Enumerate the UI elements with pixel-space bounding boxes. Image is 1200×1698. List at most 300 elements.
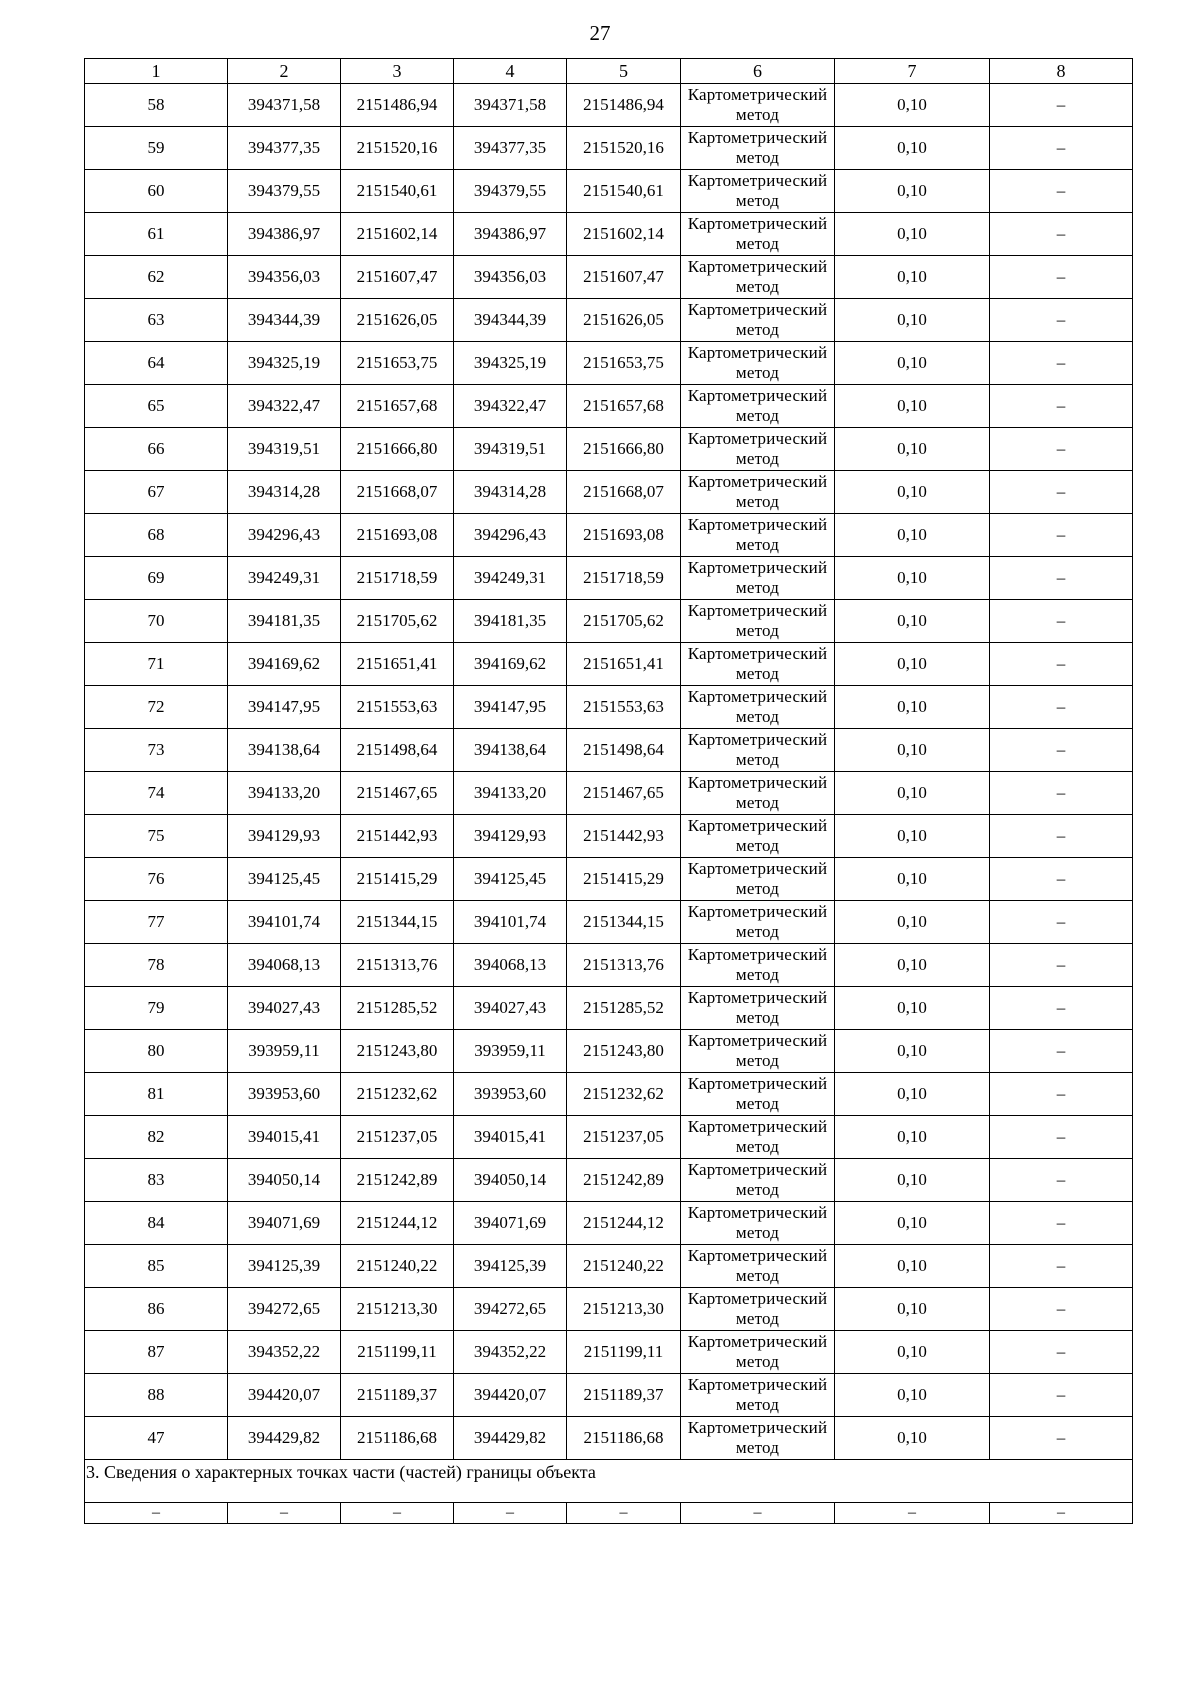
x-coord-cell: 394129,93	[454, 815, 567, 858]
y-coord-cell: 2151243,80	[341, 1030, 454, 1073]
x-coord-cell: 394379,55	[228, 170, 341, 213]
x-coord-cell: 394429,82	[454, 1417, 567, 1460]
description-cell: –	[990, 600, 1133, 643]
x-coord-cell: 394015,41	[454, 1116, 567, 1159]
accuracy-cell: 0,10	[835, 944, 990, 987]
accuracy-cell: 0,10	[835, 256, 990, 299]
y-coord-cell: 2151668,07	[567, 471, 681, 514]
x-coord-cell: 394129,93	[228, 815, 341, 858]
method-cell: Картометрический метод	[681, 1417, 835, 1460]
x-coord-cell: 394344,39	[228, 299, 341, 342]
accuracy-cell: 0,10	[835, 385, 990, 428]
table-row	[85, 170, 1133, 213]
accuracy-cell: 0,10	[835, 1374, 990, 1417]
x-coord-cell: 394147,95	[454, 686, 567, 729]
y-coord-cell: 2151626,05	[567, 299, 681, 342]
y-coord-cell: 2151244,12	[567, 1202, 681, 1245]
accuracy-cell: 0,10	[835, 815, 990, 858]
x-coord-cell: 394068,13	[228, 944, 341, 987]
column-header: 7	[835, 59, 990, 84]
accuracy-cell: 0,10	[835, 600, 990, 643]
y-coord-cell: 2151651,41	[341, 643, 454, 686]
x-coord-cell: 394249,31	[228, 557, 341, 600]
description-cell: –	[990, 643, 1133, 686]
method-cell: Картометрический метод	[681, 643, 835, 686]
x-coord-cell: 393953,60	[454, 1073, 567, 1116]
empty-cell: –	[228, 1503, 341, 1524]
point-number-cell: 67	[85, 471, 228, 514]
x-coord-cell: 394125,45	[454, 858, 567, 901]
empty-cell: –	[454, 1503, 567, 1524]
y-coord-cell: 2151602,14	[567, 213, 681, 256]
point-number-cell: 71	[85, 643, 228, 686]
description-cell: –	[990, 1331, 1133, 1374]
accuracy-cell: 0,10	[835, 557, 990, 600]
y-coord-cell: 2151657,68	[567, 385, 681, 428]
accuracy-cell: 0,10	[835, 514, 990, 557]
y-coord-cell: 2151415,29	[567, 858, 681, 901]
column-header: 5	[567, 59, 681, 84]
y-coord-cell: 2151607,47	[567, 256, 681, 299]
x-coord-cell: 394050,14	[228, 1159, 341, 1202]
x-coord-cell: 394356,03	[454, 256, 567, 299]
y-coord-cell: 2151243,80	[567, 1030, 681, 1073]
x-coord-cell: 394125,45	[228, 858, 341, 901]
method-cell: Картометрический метод	[681, 772, 835, 815]
accuracy-cell: 0,10	[835, 299, 990, 342]
table-row	[85, 256, 1133, 299]
point-number-cell: 73	[85, 729, 228, 772]
x-coord-cell: 394314,28	[228, 471, 341, 514]
x-coord-cell: 394429,82	[228, 1417, 341, 1460]
accuracy-cell: 0,10	[835, 1116, 990, 1159]
description-cell: –	[990, 428, 1133, 471]
description-cell: –	[990, 1374, 1133, 1417]
description-cell: –	[990, 385, 1133, 428]
x-coord-cell: 394027,43	[228, 987, 341, 1030]
point-number-cell: 79	[85, 987, 228, 1030]
x-coord-cell: 394319,51	[228, 428, 341, 471]
method-cell: Картометрический метод	[681, 944, 835, 987]
y-coord-cell: 2151668,07	[341, 471, 454, 514]
point-number-cell: 70	[85, 600, 228, 643]
table-row	[85, 428, 1133, 471]
accuracy-cell: 0,10	[835, 428, 990, 471]
table-row	[85, 1030, 1133, 1073]
x-coord-cell: 394138,64	[454, 729, 567, 772]
x-coord-cell: 394296,43	[228, 514, 341, 557]
method-cell: Картометрический метод	[681, 299, 835, 342]
description-cell: –	[990, 858, 1133, 901]
method-cell: Картометрический метод	[681, 1202, 835, 1245]
y-coord-cell: 2151189,37	[341, 1374, 454, 1417]
x-coord-cell: 394071,69	[228, 1202, 341, 1245]
table-row	[85, 557, 1133, 600]
point-number-cell: 85	[85, 1245, 228, 1288]
x-coord-cell: 394133,20	[454, 772, 567, 815]
x-coord-cell: 394272,65	[454, 1288, 567, 1331]
description-cell: –	[990, 213, 1133, 256]
point-number-cell: 88	[85, 1374, 228, 1417]
method-cell: Картометрический метод	[681, 84, 835, 127]
y-coord-cell: 2151232,62	[341, 1073, 454, 1116]
accuracy-cell: 0,10	[835, 1288, 990, 1331]
y-coord-cell: 2151626,05	[341, 299, 454, 342]
description-cell: –	[990, 1030, 1133, 1073]
point-number-cell: 83	[85, 1159, 228, 1202]
point-number-cell: 75	[85, 815, 228, 858]
y-coord-cell: 2151718,59	[567, 557, 681, 600]
y-coord-cell: 2151237,05	[567, 1116, 681, 1159]
point-number-cell: 74	[85, 772, 228, 815]
x-coord-cell: 394356,03	[228, 256, 341, 299]
accuracy-cell: 0,10	[835, 1331, 990, 1374]
table-row	[85, 1116, 1133, 1159]
x-coord-cell: 394377,35	[454, 127, 567, 170]
y-coord-cell: 2151705,62	[341, 600, 454, 643]
description-cell: –	[990, 987, 1133, 1030]
section-title: 3. Сведения о характерных точках части (частей) границы объекта	[85, 1460, 1133, 1503]
x-coord-cell: 394101,74	[228, 901, 341, 944]
x-coord-cell: 394352,22	[228, 1331, 341, 1374]
accuracy-cell: 0,10	[835, 213, 990, 256]
x-coord-cell: 394169,62	[228, 643, 341, 686]
table-row	[85, 1374, 1133, 1417]
point-number-cell: 82	[85, 1116, 228, 1159]
x-coord-cell: 394272,65	[228, 1288, 341, 1331]
table-row	[85, 1159, 1133, 1202]
x-coord-cell: 394050,14	[454, 1159, 567, 1202]
y-coord-cell: 2151199,11	[567, 1331, 681, 1374]
x-coord-cell: 394101,74	[454, 901, 567, 944]
y-coord-cell: 2151553,63	[567, 686, 681, 729]
method-cell: Картометрический метод	[681, 385, 835, 428]
point-number-cell: 63	[85, 299, 228, 342]
x-coord-cell: 394181,35	[454, 600, 567, 643]
accuracy-cell: 0,10	[835, 127, 990, 170]
y-coord-cell: 2151486,94	[341, 84, 454, 127]
x-coord-cell: 393959,11	[228, 1030, 341, 1073]
point-number-cell: 58	[85, 84, 228, 127]
method-cell: Картометрический метод	[681, 1288, 835, 1331]
point-number-cell: 77	[85, 901, 228, 944]
accuracy-cell: 0,10	[835, 170, 990, 213]
x-coord-cell: 394138,64	[228, 729, 341, 772]
method-cell: Картометрический метод	[681, 987, 835, 1030]
method-cell: Картометрический метод	[681, 1245, 835, 1288]
method-cell: Картометрический метод	[681, 600, 835, 643]
point-number-cell: 87	[85, 1331, 228, 1374]
x-coord-cell: 394296,43	[454, 514, 567, 557]
y-coord-cell: 2151657,68	[341, 385, 454, 428]
x-coord-cell: 394015,41	[228, 1116, 341, 1159]
x-coord-cell: 394322,47	[228, 385, 341, 428]
x-coord-cell: 394027,43	[454, 987, 567, 1030]
table-row	[85, 729, 1133, 772]
accuracy-cell: 0,10	[835, 1245, 990, 1288]
y-coord-cell: 2151285,52	[341, 987, 454, 1030]
x-coord-cell: 394181,35	[228, 600, 341, 643]
method-cell: Картометрический метод	[681, 815, 835, 858]
column-header: 1	[85, 59, 228, 84]
point-number-cell: 66	[85, 428, 228, 471]
description-cell: –	[990, 256, 1133, 299]
y-coord-cell: 2151240,22	[341, 1245, 454, 1288]
y-coord-cell: 2151237,05	[341, 1116, 454, 1159]
point-number-cell: 65	[85, 385, 228, 428]
accuracy-cell: 0,10	[835, 643, 990, 686]
description-cell: –	[990, 686, 1133, 729]
x-coord-cell: 393953,60	[228, 1073, 341, 1116]
y-coord-cell: 2151653,75	[567, 342, 681, 385]
accuracy-cell: 0,10	[835, 1417, 990, 1460]
method-cell: Картометрический метод	[681, 170, 835, 213]
x-coord-cell: 394322,47	[454, 385, 567, 428]
table-row	[85, 84, 1133, 127]
description-cell: –	[990, 342, 1133, 385]
accuracy-cell: 0,10	[835, 729, 990, 772]
point-number-cell: 47	[85, 1417, 228, 1460]
table-row	[85, 772, 1133, 815]
table-row	[85, 944, 1133, 987]
x-coord-cell: 394379,55	[454, 170, 567, 213]
description-cell: –	[990, 1073, 1133, 1116]
x-coord-cell: 394314,28	[454, 471, 567, 514]
y-coord-cell: 2151442,93	[341, 815, 454, 858]
method-cell: Картометрический метод	[681, 901, 835, 944]
y-coord-cell: 2151467,65	[341, 772, 454, 815]
y-coord-cell: 2151442,93	[567, 815, 681, 858]
y-coord-cell: 2151415,29	[341, 858, 454, 901]
accuracy-cell: 0,10	[835, 901, 990, 944]
y-coord-cell: 2151240,22	[567, 1245, 681, 1288]
table-row	[85, 901, 1133, 944]
table-row	[85, 858, 1133, 901]
table-row	[85, 686, 1133, 729]
y-coord-cell: 2151520,16	[341, 127, 454, 170]
method-cell: Картометрический метод	[681, 557, 835, 600]
point-number-cell: 80	[85, 1030, 228, 1073]
table-row	[85, 127, 1133, 170]
column-header: 2	[228, 59, 341, 84]
point-number-cell: 61	[85, 213, 228, 256]
table-row	[85, 213, 1133, 256]
empty-cell: –	[990, 1503, 1133, 1524]
x-coord-cell: 394371,58	[228, 84, 341, 127]
x-coord-cell: 394169,62	[454, 643, 567, 686]
point-number-cell: 64	[85, 342, 228, 385]
accuracy-cell: 0,10	[835, 772, 990, 815]
section-row	[85, 1460, 1133, 1503]
table-row	[85, 1245, 1133, 1288]
x-coord-cell: 394125,39	[228, 1245, 341, 1288]
column-header: 4	[454, 59, 567, 84]
description-cell: –	[990, 84, 1133, 127]
table-row	[85, 514, 1133, 557]
point-number-cell: 86	[85, 1288, 228, 1331]
column-header: 3	[341, 59, 454, 84]
description-cell: –	[990, 557, 1133, 600]
description-cell: –	[990, 815, 1133, 858]
method-cell: Картометрический метод	[681, 428, 835, 471]
y-coord-cell: 2151199,11	[341, 1331, 454, 1374]
table-row	[85, 600, 1133, 643]
description-cell: –	[990, 772, 1133, 815]
y-coord-cell: 2151213,30	[567, 1288, 681, 1331]
method-cell: Картометрический метод	[681, 342, 835, 385]
point-number-cell: 62	[85, 256, 228, 299]
y-coord-cell: 2151520,16	[567, 127, 681, 170]
accuracy-cell: 0,10	[835, 858, 990, 901]
method-cell: Картометрический метод	[681, 213, 835, 256]
method-cell: Картометрический метод	[681, 127, 835, 170]
accuracy-cell: 0,10	[835, 1159, 990, 1202]
method-cell: Картометрический метод	[681, 858, 835, 901]
empty-values-row	[85, 1503, 1133, 1524]
accuracy-cell: 0,10	[835, 84, 990, 127]
x-coord-cell: 394125,39	[454, 1245, 567, 1288]
empty-cell: –	[681, 1503, 835, 1524]
description-cell: –	[990, 1159, 1133, 1202]
y-coord-cell: 2151602,14	[341, 213, 454, 256]
accuracy-cell: 0,10	[835, 1202, 990, 1245]
table-row	[85, 1073, 1133, 1116]
table-row	[85, 1417, 1133, 1460]
coordinates-table	[84, 58, 1133, 1524]
description-cell: –	[990, 944, 1133, 987]
table-row	[85, 1202, 1133, 1245]
description-cell: –	[990, 729, 1133, 772]
table-row	[85, 1331, 1133, 1374]
y-coord-cell: 2151653,75	[341, 342, 454, 385]
x-coord-cell: 394377,35	[228, 127, 341, 170]
x-coord-cell: 394325,19	[228, 342, 341, 385]
y-coord-cell: 2151540,61	[567, 170, 681, 213]
description-cell: –	[990, 1417, 1133, 1460]
description-cell: –	[990, 514, 1133, 557]
y-coord-cell: 2151498,64	[341, 729, 454, 772]
y-coord-cell: 2151693,08	[567, 514, 681, 557]
table-row	[85, 385, 1133, 428]
point-number-cell: 68	[85, 514, 228, 557]
x-coord-cell: 394133,20	[228, 772, 341, 815]
accuracy-cell: 0,10	[835, 686, 990, 729]
table-tail	[85, 1460, 1133, 1524]
table-row	[85, 299, 1133, 342]
y-coord-cell: 2151186,68	[341, 1417, 454, 1460]
y-coord-cell: 2151718,59	[341, 557, 454, 600]
table-row	[85, 987, 1133, 1030]
method-cell: Картометрический метод	[681, 729, 835, 772]
y-coord-cell: 2151486,94	[567, 84, 681, 127]
point-number-cell: 60	[85, 170, 228, 213]
description-cell: –	[990, 127, 1133, 170]
accuracy-cell: 0,10	[835, 471, 990, 514]
y-coord-cell: 2151705,62	[567, 600, 681, 643]
y-coord-cell: 2151242,89	[567, 1159, 681, 1202]
y-coord-cell: 2151651,41	[567, 643, 681, 686]
y-coord-cell: 2151285,52	[567, 987, 681, 1030]
x-coord-cell: 394344,39	[454, 299, 567, 342]
table-row	[85, 643, 1133, 686]
method-cell: Картометрический метод	[681, 1159, 835, 1202]
description-cell: –	[990, 471, 1133, 514]
method-cell: Картометрический метод	[681, 471, 835, 514]
y-coord-cell: 2151313,76	[341, 944, 454, 987]
point-number-cell: 72	[85, 686, 228, 729]
accuracy-cell: 0,10	[835, 342, 990, 385]
method-cell: Картометрический метод	[681, 256, 835, 299]
y-coord-cell: 2151213,30	[341, 1288, 454, 1331]
x-coord-cell: 393959,11	[454, 1030, 567, 1073]
empty-cell: –	[835, 1503, 990, 1524]
point-number-cell: 78	[85, 944, 228, 987]
point-number-cell: 84	[85, 1202, 228, 1245]
method-cell: Картометрический метод	[681, 686, 835, 729]
method-cell: Картометрический метод	[681, 1030, 835, 1073]
y-coord-cell: 2151666,80	[341, 428, 454, 471]
y-coord-cell: 2151467,65	[567, 772, 681, 815]
y-coord-cell: 2151313,76	[567, 944, 681, 987]
accuracy-cell: 0,10	[835, 987, 990, 1030]
empty-cell: –	[85, 1503, 228, 1524]
y-coord-cell: 2151242,89	[341, 1159, 454, 1202]
x-coord-cell: 394386,97	[454, 213, 567, 256]
y-coord-cell: 2151244,12	[341, 1202, 454, 1245]
column-header: 8	[990, 59, 1133, 84]
y-coord-cell: 2151693,08	[341, 514, 454, 557]
method-cell: Картометрический метод	[681, 1073, 835, 1116]
table-row	[85, 1288, 1133, 1331]
x-coord-cell: 394319,51	[454, 428, 567, 471]
x-coord-cell: 394420,07	[228, 1374, 341, 1417]
method-cell: Картометрический метод	[681, 1331, 835, 1374]
x-coord-cell: 394371,58	[454, 84, 567, 127]
y-coord-cell: 2151540,61	[341, 170, 454, 213]
description-cell: –	[990, 1288, 1133, 1331]
x-coord-cell: 394420,07	[454, 1374, 567, 1417]
y-coord-cell: 2151553,63	[341, 686, 454, 729]
column-header: 6	[681, 59, 835, 84]
x-coord-cell: 394147,95	[228, 686, 341, 729]
y-coord-cell: 2151666,80	[567, 428, 681, 471]
x-coord-cell: 394068,13	[454, 944, 567, 987]
y-coord-cell: 2151498,64	[567, 729, 681, 772]
x-coord-cell: 394325,19	[454, 342, 567, 385]
page-number: 27	[589, 21, 611, 45]
x-coord-cell: 394249,31	[454, 557, 567, 600]
empty-cell: –	[567, 1503, 681, 1524]
table-row	[85, 815, 1133, 858]
empty-cell: –	[341, 1503, 454, 1524]
x-coord-cell: 394071,69	[454, 1202, 567, 1245]
method-cell: Картометрический метод	[681, 1374, 835, 1417]
table-row	[85, 342, 1133, 385]
y-coord-cell: 2151607,47	[341, 256, 454, 299]
y-coord-cell: 2151232,62	[567, 1073, 681, 1116]
description-cell: –	[990, 1202, 1133, 1245]
description-cell: –	[990, 170, 1133, 213]
description-cell: –	[990, 1116, 1133, 1159]
y-coord-cell: 2151186,68	[567, 1417, 681, 1460]
table-row	[85, 471, 1133, 514]
y-coord-cell: 2151344,15	[341, 901, 454, 944]
point-number-cell: 59	[85, 127, 228, 170]
description-cell: –	[990, 901, 1133, 944]
y-coord-cell: 2151189,37	[567, 1374, 681, 1417]
method-cell: Картометрический метод	[681, 514, 835, 557]
x-coord-cell: 394352,22	[454, 1331, 567, 1374]
